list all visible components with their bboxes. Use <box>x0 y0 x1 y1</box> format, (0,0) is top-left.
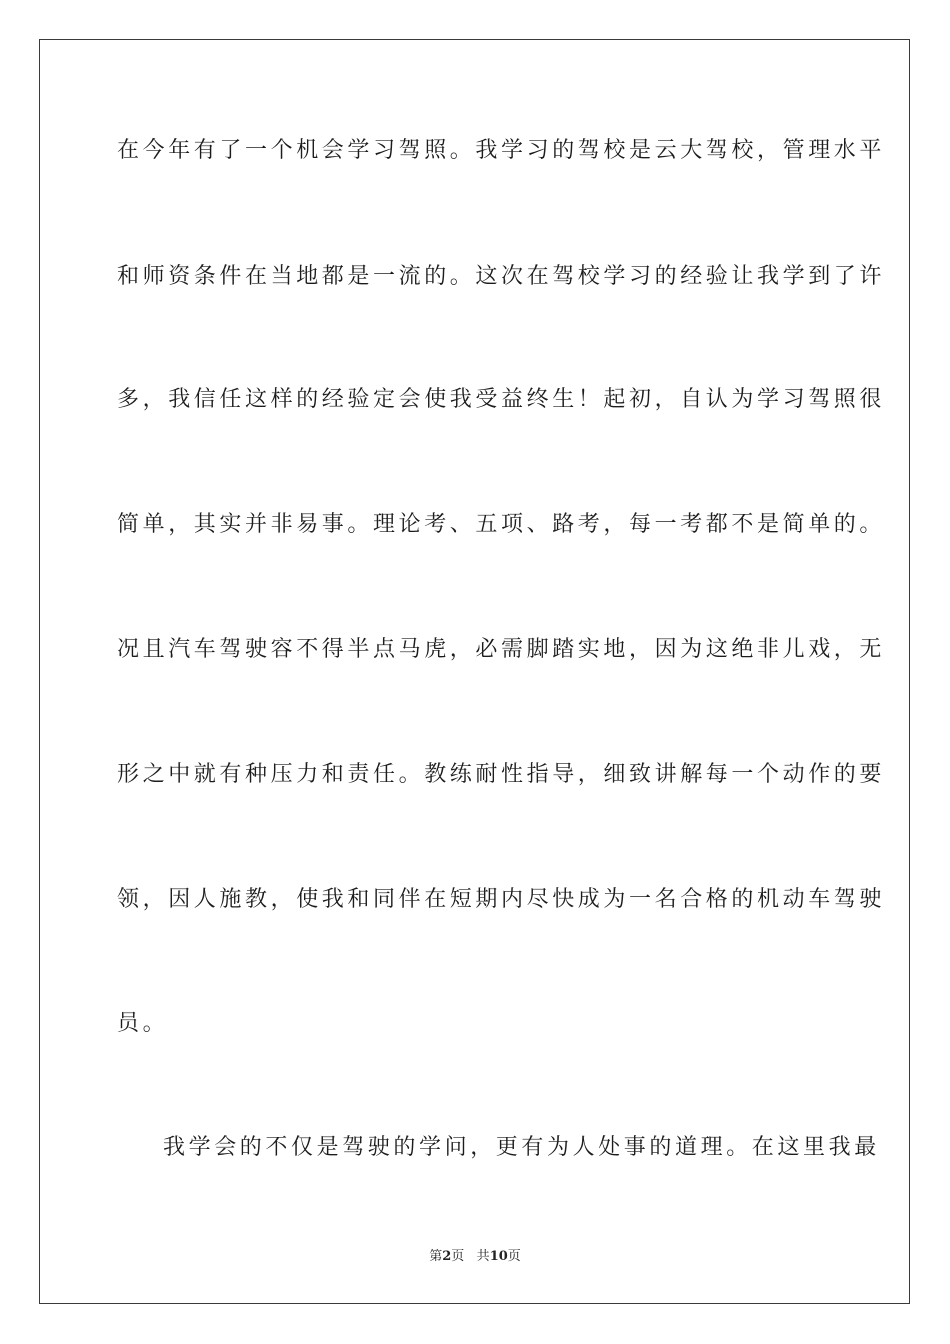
page-border <box>39 39 910 1304</box>
footer-total-prefix: 共 <box>476 1249 490 1264</box>
body-text-line: 简单，其实并非易事。理论考、五项、路考，每一考都不是简单的。 <box>117 512 886 537</box>
footer-total-suffix: 页 <box>507 1249 521 1264</box>
body-text-line: 和师资条件在当地都是一流的。这次在驾校学习的经验让我学到了许 <box>117 264 886 289</box>
paragraph-first-line: 我学会的不仅是驾驶的学问，更有为人处事的道理。在这里我最 <box>163 1135 880 1160</box>
body-text-line: 员。 <box>117 1011 169 1036</box>
body-text-line: 在今年有了一个机会学习驾照。我学习的驾校是云大驾校，管理水平 <box>117 138 886 163</box>
body-text-line: 形之中就有种压力和责任。教练耐性指导，细致讲解每一个动作的要 <box>117 762 886 787</box>
footer-total-pages: 10 <box>489 1249 508 1264</box>
footer-current-page: 2 <box>442 1249 452 1264</box>
footer-page-suffix: 页 <box>451 1249 465 1264</box>
page-footer <box>0 1248 950 1266</box>
body-text-line: 多，我信任这样的经验定会使我受益终生！起初，自认为学习驾照很 <box>117 387 886 412</box>
body-text-line: 况且汽车驾驶容不得半点马虎，必需脚踏实地，因为这绝非儿戏，无 <box>117 637 886 662</box>
body-text-line: 领，因人施教，使我和同伴在短期内尽快成为一名合格的机动车驾驶 <box>117 887 886 912</box>
footer-page-prefix: 第 <box>429 1249 443 1264</box>
